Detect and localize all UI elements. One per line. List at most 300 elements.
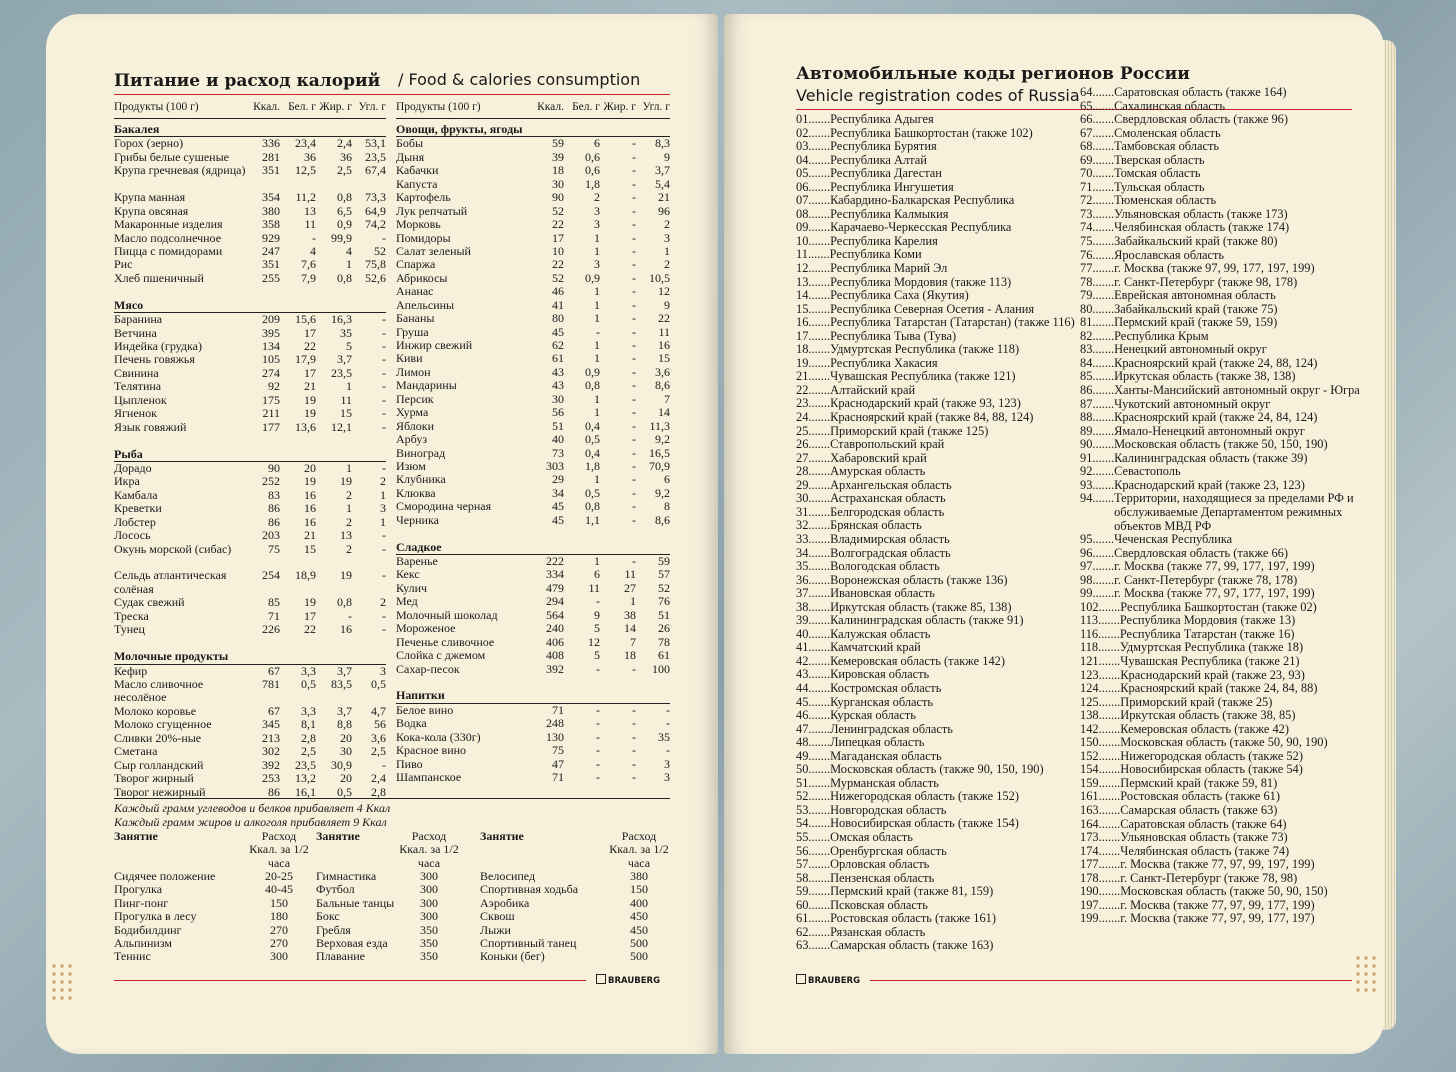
activity-name: Сидячее положение: [114, 869, 216, 883]
region-name: Чувашская Республика (также 21): [1120, 653, 1300, 668]
region-code-number: 65: [1080, 98, 1093, 113]
region-name: Республика Алтай: [830, 152, 927, 167]
region-code: [796, 723, 830, 737]
product-value: 47: [552, 756, 564, 771]
product-value: 16: [658, 338, 670, 352]
region-name: Республика Бурятия: [830, 139, 937, 154]
product-name: Пиво: [396, 757, 423, 771]
region-name: Республика Татарстан (также 16): [1119, 626, 1295, 641]
region-code: [1080, 872, 1120, 886]
product-value: 564: [546, 607, 564, 622]
region-code-leader: .......: [1092, 234, 1115, 249]
region-name: Краснодарский край (также 23, 123): [1114, 477, 1305, 492]
activity-name: Прогулка: [114, 882, 163, 897]
region-code-leader: .......: [808, 152, 831, 167]
product-name: Рис: [114, 258, 133, 272]
region-code: [796, 479, 830, 493]
region-name: Республика Хакасия: [830, 355, 938, 370]
region-code-number: 08: [796, 206, 809, 221]
region-name: Новосибирская область (также 54): [1120, 762, 1303, 777]
product-value: 83,5: [331, 676, 352, 691]
region-code-leader: .......: [1098, 599, 1121, 614]
region-row: [1080, 601, 1370, 615]
region-code: [1080, 465, 1114, 479]
region-name: Красноярский край (также 24, 84, 88): [1120, 681, 1318, 696]
region-name: Нижегородская область (также 152): [830, 789, 1019, 804]
note-1: Каждый грамм углеводов и белков прибавляет 4 Ккал: [114, 801, 391, 815]
region-name: Республика Марий Эл: [830, 261, 948, 276]
activity-row: [480, 924, 670, 937]
product-value: 406: [546, 634, 564, 649]
product-value: 479: [546, 580, 564, 595]
table-row: [396, 514, 670, 527]
region-code-number: 197: [1080, 897, 1099, 912]
activity-cost: 270: [270, 935, 288, 950]
product-name: Клубника: [396, 473, 446, 487]
product-name: Яблоки: [396, 419, 435, 433]
region-name: Ростовская область (также 61): [1120, 789, 1280, 804]
product-value: -: [382, 419, 386, 434]
header-kcal: Ккал.: [253, 101, 280, 114]
region-code: [796, 438, 830, 452]
region-code-number: 70: [1080, 166, 1093, 181]
product-value: 16: [340, 622, 352, 637]
region-row: [1080, 208, 1370, 222]
region-code: [1080, 682, 1120, 696]
region-code-leader: .......: [1092, 85, 1115, 99]
activity-cost: 500: [630, 949, 648, 964]
product-value: -: [632, 458, 636, 473]
brand-mark-icon: [796, 974, 806, 984]
product-value: 75: [268, 541, 280, 556]
region-name: Вологодская область: [830, 559, 940, 574]
product-value: 0,9: [337, 217, 352, 232]
table-row: [396, 433, 670, 446]
region-code-leader: .......: [808, 342, 831, 357]
region-code: [796, 628, 830, 642]
product-value: 56: [552, 405, 564, 420]
region-code-number: 97: [1080, 559, 1093, 574]
region-row: [796, 276, 1074, 290]
table-row: [396, 487, 670, 500]
region-code-number: 94: [1080, 491, 1093, 506]
region-code-leader: .......: [808, 708, 831, 723]
product-value: 100: [652, 661, 670, 676]
product-value: 16,3: [331, 312, 352, 327]
region-code: [796, 411, 830, 425]
activity-cost: 180: [270, 909, 288, 924]
product-value: 7: [630, 634, 636, 649]
activity-name: Велосипед: [480, 869, 536, 883]
region-code-leader: .......: [808, 748, 831, 763]
region-code: [1080, 723, 1120, 737]
region-name: Удмуртская Республика (также 118): [830, 342, 1020, 357]
product-name: Сметана: [114, 745, 158, 759]
activity-row: [114, 950, 310, 963]
region-code-leader: .......: [808, 653, 831, 668]
product-value: -: [596, 770, 600, 784]
region-code-leader: .......: [808, 545, 831, 560]
region-code: [1080, 899, 1120, 913]
product-value: -: [632, 311, 636, 326]
region-row: [796, 262, 1074, 276]
product-name: Ананас: [396, 285, 434, 299]
activity-name: Коньки (бег): [480, 949, 545, 964]
region-code-number: 77: [1080, 261, 1093, 276]
region-name: Нижегородская область (также 52): [1120, 748, 1303, 763]
region-row: [796, 194, 1074, 208]
region-row: [796, 438, 1074, 452]
region-code: [796, 614, 830, 628]
product-value: 19: [340, 474, 352, 489]
region-code-number: 11: [796, 247, 808, 262]
region-code: [796, 533, 830, 547]
product-value: 254: [262, 568, 280, 583]
product-value: 2: [594, 190, 600, 205]
product-value: 75: [552, 743, 564, 758]
region-code-leader: .......: [1098, 762, 1121, 777]
product-name: Инжир свежий: [396, 339, 473, 352]
product-value: -: [382, 352, 386, 367]
product-value: 8,6: [655, 378, 670, 393]
corner-dots-icon: [50, 962, 74, 1002]
region-name: Республика Дагестан: [830, 166, 942, 181]
region-code-leader: .......: [1092, 301, 1115, 316]
region-code-leader: .......: [808, 599, 831, 614]
region-name: Иркутская область (также 38, 85): [1120, 708, 1296, 723]
product-value: 336: [262, 136, 280, 151]
region-code-number: 09: [796, 220, 809, 235]
product-value: -: [632, 743, 636, 758]
region-code-leader: .......: [808, 762, 831, 777]
region-row: [1080, 885, 1370, 899]
product-value: -: [382, 568, 386, 583]
table-row: [396, 137, 670, 150]
product-value: 2: [346, 514, 352, 529]
table-row: [396, 285, 670, 298]
region-name: Красноярский край (также 84, 88, 124): [830, 410, 1034, 425]
region-name: Иркутская область (также 38, 138): [1114, 369, 1296, 384]
product-value: 34: [552, 485, 564, 500]
product-value: 71: [268, 608, 280, 623]
product-value: -: [596, 324, 600, 339]
region-code: [1080, 912, 1120, 926]
product-value: 1: [346, 501, 352, 516]
table-row: [114, 678, 386, 705]
product-value: 36: [340, 149, 352, 164]
region-row: [796, 167, 1074, 181]
region-code-leader: .......: [1092, 559, 1115, 574]
product-value: 86: [268, 501, 280, 516]
region-code-number: 01: [796, 112, 809, 126]
region-code: [1080, 127, 1114, 141]
product-value: 22: [552, 217, 564, 232]
product-value: 209: [262, 312, 280, 327]
region-row: [1080, 736, 1370, 750]
product-value: 11: [304, 217, 316, 232]
region-code: [1080, 154, 1114, 168]
region-name: Томская область: [1114, 166, 1201, 181]
region-code: [796, 831, 830, 845]
region-code-number: 04: [796, 152, 809, 167]
product-name: Молоко сгущенное: [114, 718, 212, 732]
region-code: [1080, 316, 1114, 330]
table-row: [396, 366, 670, 379]
region-name: Ханты-Мансийский автономный округ - Югра: [1114, 383, 1360, 398]
table-row: [114, 313, 386, 326]
region-code: [1080, 831, 1120, 845]
product-value: 392: [546, 661, 564, 676]
region-code: [1080, 194, 1114, 208]
region-code-number: 96: [1080, 545, 1093, 560]
region-code: [796, 560, 830, 574]
activity-name: Бальные танцы: [316, 895, 395, 910]
activity-cost: 450: [630, 909, 648, 924]
region-row: [796, 221, 1074, 235]
product-value: 105: [262, 352, 280, 367]
region-name: Кабардино-Балкарская Республика: [830, 193, 1015, 208]
table-row: [396, 595, 670, 608]
product-value: 70,9: [649, 458, 670, 473]
region-code: [1080, 398, 1114, 412]
table-row: [114, 258, 386, 271]
table-row: [396, 339, 670, 352]
table-row: [396, 663, 670, 676]
product-value: 1: [594, 472, 600, 487]
product-name: Кефир: [114, 664, 148, 678]
product-value: 302: [262, 744, 280, 759]
region-code: [1080, 86, 1114, 100]
region-code-leader: .......: [1098, 748, 1121, 763]
table-row: [114, 732, 386, 745]
region-row: [1080, 763, 1370, 777]
region-code: [796, 804, 830, 818]
region-code-leader: .......: [1092, 261, 1115, 276]
product-value: 59: [658, 554, 670, 568]
region-name: Курская область: [830, 708, 916, 723]
region-row: [1080, 465, 1370, 479]
region-code-leader: .......: [1092, 355, 1115, 370]
table-row: [114, 394, 386, 407]
nutrition-header: [114, 98, 386, 119]
region-code-number: 73: [1080, 206, 1093, 221]
product-value: 16: [304, 487, 316, 502]
product-value: 2: [664, 217, 670, 232]
region-row: [796, 709, 1074, 723]
product-value: 0,4: [585, 445, 600, 460]
product-value: 23,5: [365, 149, 386, 164]
region-row: [796, 479, 1074, 493]
region-code-number: 90: [1080, 437, 1093, 452]
table-row: [114, 516, 386, 529]
region-name: Липецкая область: [830, 735, 925, 750]
product-value: 781: [262, 676, 280, 691]
product-value: -: [382, 312, 386, 327]
region-code-leader: .......: [808, 829, 831, 844]
product-value: 19: [304, 406, 316, 421]
region-code-number: 121: [1080, 653, 1099, 668]
note-2: Каждый грамм жиров и алкоголя прибавляет 9 Ккал: [114, 815, 387, 829]
product-value: 3,3: [301, 703, 316, 718]
table-row: [114, 569, 386, 596]
product-value: 1: [594, 391, 600, 406]
product-name: Сыр голландский: [114, 758, 204, 772]
region-code-number: 93: [1080, 477, 1093, 492]
product-value: 13: [340, 528, 352, 543]
activity-name: Бодибилдинг: [114, 922, 182, 937]
product-name: Спаржа: [396, 258, 436, 272]
product-value: 83: [268, 487, 280, 502]
product-value: 0,5: [585, 485, 600, 500]
region-row: [796, 330, 1074, 344]
product-value: 351: [262, 257, 280, 272]
product-value: 17: [304, 325, 316, 340]
region-name: Республика Ингушетия: [830, 179, 954, 194]
region-name: Сахалинская область: [1114, 98, 1225, 113]
region-code: [796, 750, 830, 764]
region-code-leader: .......: [808, 924, 831, 939]
region-row: [1080, 709, 1370, 723]
product-value: 19: [304, 392, 316, 407]
region-row: [1080, 669, 1370, 683]
region-code-leader: .......: [808, 572, 831, 587]
table-row: [114, 759, 386, 772]
product-value: 11: [658, 324, 670, 339]
region-code-number: 89: [1080, 423, 1093, 438]
category-heading: Бакалея: [114, 123, 386, 137]
region-row: [1080, 804, 1370, 818]
region-row: [796, 411, 1074, 425]
table-row: [396, 622, 670, 635]
product-value: 90: [552, 190, 564, 205]
region-code: [796, 343, 830, 357]
region-code-number: 22: [796, 382, 809, 397]
region-row: [796, 872, 1074, 886]
activity-cost: 350: [420, 935, 438, 950]
region-code-leader: .......: [1098, 789, 1121, 804]
region-row: [796, 750, 1074, 764]
region-name: Красноярский край (также 24, 88, 124): [1114, 355, 1318, 370]
region-code-number: 37: [796, 586, 809, 601]
table-row: [396, 555, 670, 568]
region-row: [796, 817, 1074, 831]
region-row: [796, 628, 1074, 642]
product-name: Слойка с джемом: [396, 649, 486, 663]
region-code-leader: .......: [1092, 220, 1115, 235]
region-row: [1080, 831, 1370, 845]
region-row: [1080, 912, 1370, 926]
product-value: 20: [304, 460, 316, 475]
product-name: Красное вино: [396, 744, 467, 758]
product-value: 1: [594, 311, 600, 326]
region-name: Кемеровская область (также 42): [1120, 721, 1289, 736]
region-code-leader: .......: [1092, 464, 1115, 479]
product-value: 0,6: [585, 149, 600, 164]
product-value: 73,3: [365, 190, 386, 205]
region-name: Рязанская область: [830, 924, 926, 939]
product-value: 0,5: [301, 676, 316, 691]
region-row: [796, 614, 1074, 628]
region-name: Территории, находящиеся за пределами РФ и обслуживаемые Департаментом режимных объектов МВД РФ: [1114, 491, 1354, 533]
region-code-leader: .......: [808, 355, 831, 370]
region-code-leader: .......: [1092, 437, 1115, 452]
product-value: 8,3: [655, 136, 670, 151]
product-name: Капуста: [396, 177, 438, 191]
activity-row: [480, 937, 670, 950]
product-value: -: [632, 391, 636, 406]
region-code-number: 15: [796, 301, 809, 316]
region-code: [1080, 235, 1114, 249]
product-name: Дорадо: [114, 461, 152, 475]
region-code-number: 174: [1080, 843, 1099, 858]
product-value: -: [382, 622, 386, 637]
region-code: [1080, 574, 1114, 588]
region-code-leader: .......: [1098, 721, 1121, 736]
region-code-number: 177: [1080, 857, 1099, 872]
table-row: [114, 718, 386, 731]
region-row: [1080, 723, 1370, 737]
region-name: Новосибирская область (также 154): [830, 816, 1019, 831]
product-value: -: [596, 743, 600, 758]
product-name: Апельсины: [396, 298, 455, 312]
product-value: 9: [594, 607, 600, 622]
product-value: 1,8: [585, 176, 600, 191]
region-code: [796, 790, 830, 804]
product-value: 52,6: [365, 270, 386, 285]
product-name: Абрикосы: [396, 271, 448, 285]
product-name: Сельдь атлантическая солёная: [114, 569, 227, 596]
region-code-number: 79: [1080, 288, 1093, 303]
activity-cost: 20-25: [265, 869, 293, 883]
footer-rule: [870, 980, 1352, 981]
region-name: Саратовская область (также 164): [1114, 85, 1287, 99]
activity-header-cost: Расход Ккал. за 1/2 часа: [249, 829, 309, 870]
region-code-number: 05: [796, 166, 809, 181]
product-value: 2,5: [371, 744, 386, 759]
product-value: 358: [262, 217, 280, 232]
product-value: 0,6: [585, 163, 600, 178]
product-value: 67: [268, 703, 280, 718]
header-protein: Бел. г: [288, 101, 316, 114]
left-page-title: Питание и расход калорий: [114, 71, 381, 91]
product-name: Тунец: [114, 623, 145, 637]
product-value: -: [632, 499, 636, 514]
region-name: Тамбовская область: [1114, 139, 1220, 154]
region-code-number: 45: [796, 694, 809, 709]
region-code-number: 92: [1080, 464, 1093, 479]
product-value: -: [632, 405, 636, 420]
region-code-leader: .......: [808, 802, 831, 817]
product-value: 13: [304, 203, 316, 218]
region-code: [796, 248, 830, 262]
region-code-number: 39: [796, 613, 809, 628]
region-code-number: 67: [1080, 125, 1093, 140]
region-code-leader: .......: [808, 396, 831, 411]
region-name: Московская область (также 50, 90, 190): [1120, 735, 1328, 750]
region-row: [1080, 140, 1370, 154]
category-heading: Овощи, фрукты, ягоды: [396, 123, 670, 137]
activity-row: [480, 897, 670, 910]
table-row: [396, 704, 670, 717]
product-value: 9,2: [655, 485, 670, 500]
product-value: 3,7: [337, 352, 352, 367]
left-page-subtitle: / Food & calories consumption: [398, 70, 641, 89]
product-value: 0,5: [371, 676, 386, 691]
product-value: 0,9: [585, 364, 600, 379]
product-value: 0,8: [585, 378, 600, 393]
region-code-number: 161: [1080, 789, 1099, 804]
product-name: Икра: [114, 475, 140, 489]
